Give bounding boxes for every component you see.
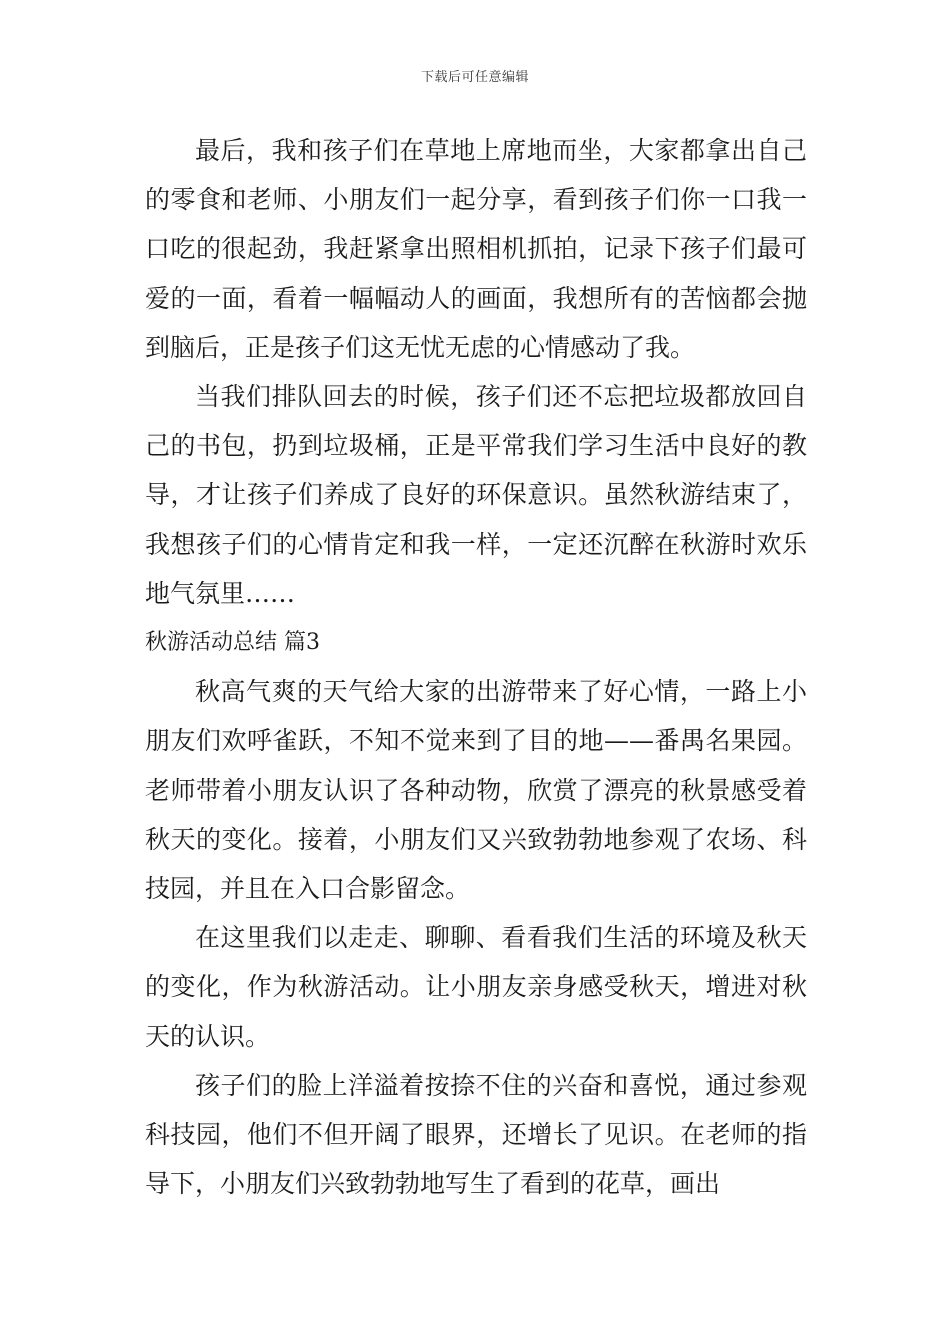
document-body [145,126,807,1208]
paragraph-tech-park: 孩子们的脸上洋溢着按捺不住的兴奋和喜悦，通过参观科技园，他们不但开阔了眼界，还增长了见识。在老师的指导下，小朋友们兴致勃勃地写生了看到的花草，画出 [145,1070,807,1199]
section-title: 秋游活动总结 篇3 [145,630,320,656]
paragraph-trip-start: 秋高气爽的天气给大家的出游带来了好心情，一路上小朋友们欢呼雀跃，不知不觉来到了目的地——番禺名果园。老师带着小朋友认识了各种动物，欣赏了漂亮的秋景感受着秋天的变化。接着，小朋友们又兴致勃勃地参观了农场、科技园，并且在入口合影留念。 [145,677,807,904]
paragraph-sharing-snacks: 最后，我和孩子们在草地上席地而坐，大家都拿出自己的零食和老师、小朋友们一起分享，看到孩子们你一口我一口吃的很起劲，我赶紧拿出照相机抓拍，记录下孩子们最可爱的一面，看着一幅幅动人的画面，我想所有的苦恼都会抛到脑后，正是孩子们这无忧无虑的心情感动了我。 [145,136,807,362]
paragraph-activity-purpose: 在这里我们以走走、聊聊、看看我们生活的环境及秋天的变化，作为秋游活动。让小朋友亲身感受秋天，增进对秋天的认识。 [145,923,807,1051]
page-header: 下载后可任意编辑 [420,70,529,85]
paragraph-cleanup: 当我们排队回去的时候，孩子们还不忘把垃圾都放回自己的书包，扔到垃圾桶，正是平常我们学习生活中良好的教导，才让孩子们养成了良好的环保意识。虽然秋游结束了，我想孩子们的心情肯定和我一样，一定还沉醉在秋游时欢乐地气氛里…… [145,382,807,608]
